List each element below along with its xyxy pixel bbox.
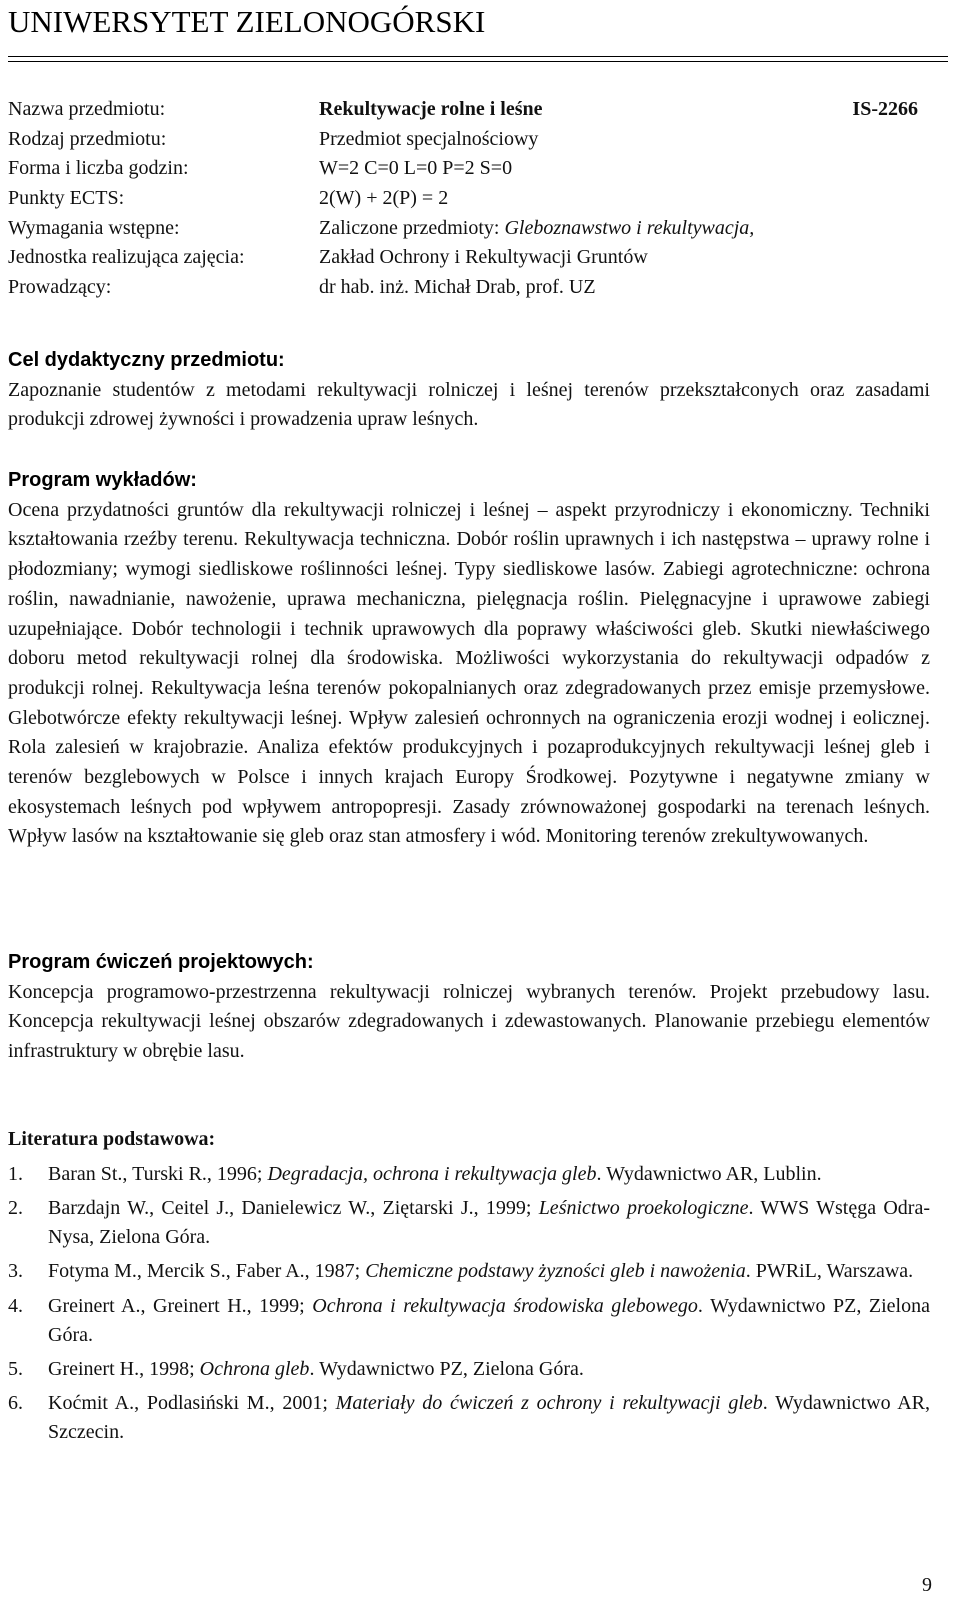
section-heading: Program wykładów: (8, 469, 197, 491)
item-authors: Koćmit A., Podlasiński M., 2001; (48, 1392, 336, 1415)
literature-item (8, 1257, 930, 1286)
section-heading: Cel dydaktyczny przedmiotu: (8, 349, 285, 371)
item-authors: Greinert A., Greinert H., 1999; (48, 1294, 313, 1317)
item-title: Ochrona gleb (199, 1357, 310, 1380)
meta-label: Wymagania wstępne: (8, 216, 180, 239)
prerequisites-prefix: Zaliczone przedmioty: (319, 216, 505, 239)
item-number: 5. (8, 1357, 23, 1380)
item-number: 4. (8, 1294, 23, 1317)
item-authors: Fotyma M., Mercik S., Faber A., 1987; (48, 1260, 366, 1283)
item-title: Materiały do ćwiczeń z ochrony i rekultywacji gleb (335, 1392, 763, 1415)
header-rule-bottom (8, 61, 948, 62)
item-title: Chemiczne podstawy żyzności gleb i nawożenia (365, 1260, 746, 1283)
section-literature (8, 1125, 930, 1453)
item-publisher: . Wydawnictwo PZ, Zielona Góra. (48, 1294, 930, 1346)
meta-value: W=2 C=0 L=0 P=2 S=0 (319, 157, 513, 180)
literature-item (8, 1355, 930, 1384)
header-rule-top (8, 56, 948, 57)
item-publisher: . Wydawnictwo PZ, Zielona Góra. (309, 1357, 584, 1380)
item-number: 6. (8, 1392, 23, 1415)
section-text: Zapoznanie studentów z metodami rekultywacji rolniczej i leśnej terenów przekształconych oraz zasadami produkcji zdrowej żywności i prowadzenia upraw leśnych. (8, 378, 930, 431)
section-text: Ocena przydatności gruntów dla rekultywacji rolniczej i leśnej – aspekt przyrodniczy i ekonomiczny. Techniki kształtowania rzeźby terenu. Rekultywacja techniczna. Dobór roślin uprawnych i ich następstwa – uprawy rolne i płodozmiany; wymogi siedliskowe roślinności leśnej. Typy siedliskowe lasów. Zabiegi agrotechniczne: ochrona roślin, nawadnianie, nawożenie, uprawa mechaniczna, pielęgnacja roślin. Pielęgnacyjne i uprawowe zabiegi uzupełniające. Dobór technologii i technik uprawowych dla poprawy właściwości gleb. Skutki niewłaściwego doboru metod rekultywacji rolnej dla środowiska. Możliwości wykorzystania do rekultywacji odpadów z produkcji rolnej. Rekultywacja leśna terenów pokopalnianych oraz zdegradowanych przez emisje przemysłowe. Glebotwórcze efekty rekultywacji leśnej. Wpływ zalesień ochronnych na ograniczenia erozji wodnej i eolicznej. Rola zalesień w krajobrazie. Analiza efektów produkcyjnych i pozaprodukcyjnych rekultywacji leśnej gleb i terenów bezglebowych w Polsce i innych krajach Europy Środkowej. Pozytywne i negatywne zmiany w ekosystemach leśnych pod wpływem antropopresji. Zasady zrównoważonej gospodarki na terenach leśnych. Wpływ lasów na kształtowanie się gleb oraz stan atmosfery i wód. Monitoring terenów zrekultywowanych. (8, 498, 930, 848)
literature-list (8, 1160, 930, 1448)
item-title: Degradacja, ochrona i rekultywacja gleb (267, 1162, 597, 1185)
meta-label: Punkty ECTS: (8, 187, 125, 210)
literature-item (8, 1160, 930, 1189)
page-number: 9 (922, 1574, 932, 1596)
literature-item (8, 1194, 930, 1252)
meta-row-course-name (8, 95, 918, 125)
meta-row-hours (8, 154, 918, 184)
item-title: Leśnictwo proekologiczne (538, 1196, 749, 1219)
section-text: Koncepcja programowo-przestrzenna rekultywacji rolniczej wybranych terenów. Projekt przebudowy lasu. Koncepcja rekultywacji leśnej obszarów zdegradowanych i zdewastowanych. Planowanie przebiegu elementów infrastruktury w obrębie lasu. (8, 980, 930, 1063)
item-number: 3. (8, 1260, 23, 1283)
literature-item (8, 1292, 930, 1350)
meta-row-unit (8, 243, 918, 273)
item-publisher: . WWS Wstęga Odra-Nysa, Zielona Góra. (48, 1196, 931, 1249)
section-heading: Program ćwiczeń projektowych: (8, 951, 314, 973)
meta-value: Zakład Ochrony i Rekultywacji Gruntów (319, 246, 648, 269)
meta-label: Jednostka realizująca zajęcia: (8, 246, 245, 269)
meta-row-lecturer (8, 273, 918, 303)
item-authors: Barzdajn W., Ceitel J., Danielewicz W., Ziętarski J., 1999; (48, 1196, 539, 1219)
course-name: Rekultywacje rolne i leśne (319, 98, 543, 120)
literature-item (8, 1389, 930, 1447)
item-number: 1. (8, 1162, 23, 1185)
meta-label: Rodzaj przedmiotu: (8, 127, 167, 150)
item-title: Ochrona i rekultywacja środowiska glebowego (312, 1294, 698, 1317)
item-publisher: . Wydawnictwo AR, Lublin. (596, 1162, 822, 1185)
section-heading: Literatura podstawowa: (8, 1128, 216, 1150)
meta-value (319, 214, 754, 244)
university-title: UNIWERSYTET ZIELONOGÓRSKI (8, 4, 486, 39)
item-number: 2. (8, 1196, 23, 1219)
item-authors: Greinert H., 1998; (48, 1357, 200, 1380)
item-authors: Baran St., Turski R., 1996; (48, 1162, 268, 1185)
meta-value: dr hab. inż. Michał Drab, prof. UZ (319, 276, 596, 299)
meta-value: 2(W) + 2(P) = 2 (319, 187, 449, 210)
course-metadata (8, 95, 918, 303)
meta-value: Przedmiot specjalnościowy (319, 127, 539, 150)
prerequisites-courses: Gleboznawstwo i rekultywacja, (504, 216, 755, 239)
meta-label: Prowadzący: (8, 276, 112, 299)
section-goal (8, 346, 930, 435)
item-publisher: . Wydawnictwo AR, Szczecin. (48, 1392, 931, 1444)
section-lectures (8, 466, 930, 852)
meta-row-prerequisites (8, 214, 918, 244)
meta-row-course-type (8, 125, 918, 155)
course-code: IS-2266 (852, 98, 918, 120)
meta-row-ects (8, 184, 918, 214)
section-projects (8, 948, 930, 1067)
meta-label: Nazwa przedmiotu: (8, 98, 166, 120)
meta-label: Forma i liczba godzin: (8, 157, 189, 180)
item-publisher: . PWRiL, Warszawa. (745, 1260, 914, 1283)
